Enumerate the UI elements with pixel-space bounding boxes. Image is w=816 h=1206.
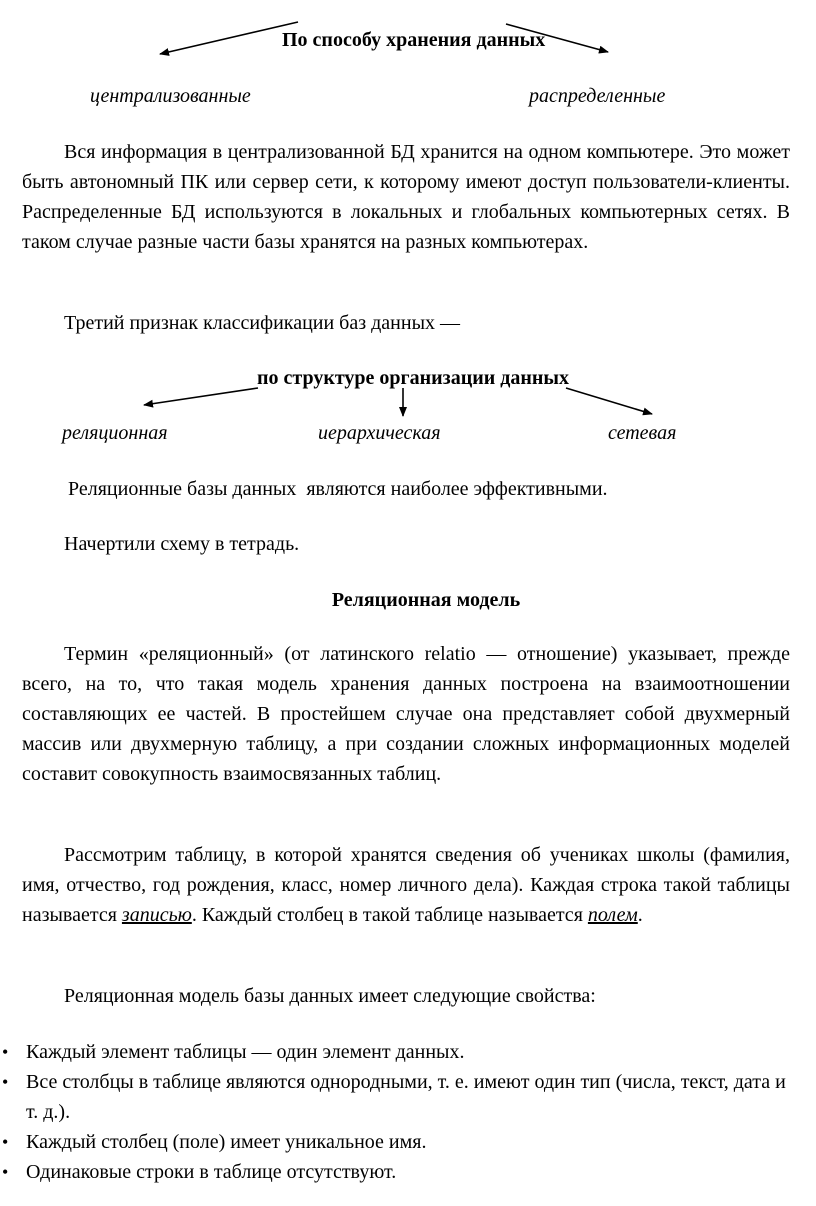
list-item: • Одинаковые строки в таблице отсутствуют.	[0, 1157, 790, 1187]
paragraph-third-criterion: Третий признак классификации баз данных —	[64, 312, 461, 334]
scheme1-right-label: распределенные	[529, 85, 666, 107]
term-record: записью	[121, 904, 192, 926]
arrow-to-relational	[144, 388, 258, 405]
term-field: полем	[587, 904, 638, 926]
arrow-to-centralized	[160, 22, 298, 54]
consider-text-2: . Каждый столбец в такой таблице называется	[191, 904, 588, 926]
arrow-to-network	[566, 388, 652, 414]
paragraph-relational-effective: Реляционные базы данных являются наиболее эффективными.	[68, 478, 608, 500]
consider-text-1: Рассмотрим таблицу, в которой хранятся сведения об учениках школы (фамилия, имя, отчество, год рождения, класс, номер личного дела). Каждая строка такой таблицы называется	[22, 844, 790, 926]
list-item: • Каждый столбец (поле) имеет уникальное имя.	[0, 1127, 790, 1157]
scheme2-title: по структуре организации данных	[257, 367, 570, 389]
scheme2-left-label: реляционная	[62, 422, 168, 444]
list-item: • Все столбцы в таблице являются однородными, т. е. имеют один тип (числа, текст, дата и т. д.).	[0, 1067, 790, 1127]
list-item: • Каждый элемент таблицы — один элемент данных.	[0, 1037, 790, 1067]
scheme2-right-label: сетевая	[608, 422, 677, 444]
paragraph-drew-scheme: Начертили схему в тетрадь.	[64, 533, 300, 555]
section-heading: Реляционная модель	[331, 589, 521, 611]
paragraph-term: Термин «реляционный» (от латинского relatio — отношение) указывает, прежде всего, на то, что такая модель хранения данных построена на взаимоотношении составляющих ее частей. В простейшем случае она представляет собой двухмерный массив или двухмерную таблицу, а при создании сложных информационных моделей составит совокупность взаимосвязанных таблиц.	[22, 643, 790, 785]
scheme2-middle-label: иерархическая	[318, 422, 441, 444]
scheme1-title: По способу хранения данных	[282, 29, 546, 51]
paragraph-consider-table	[22, 840, 790, 930]
scheme1-left-label: централизованные	[90, 85, 251, 107]
consider-text-3: .	[637, 904, 643, 926]
paragraph-storage: Вся информация в централизованной БД хранится на одном компьютере. Это может быть автономный ПК или сервер сети, к которому имеют доступ пользователи-клиенты. Распределенные БД используются в локальных и глобальных компьютерных сетях. В таком случае разные части базы хранятся на разных компьютерах.	[22, 141, 790, 253]
properties-list	[0, 1037, 790, 1187]
paragraph-properties-intro: Реляционная модель базы данных имеет следующие свойства:	[64, 985, 596, 1007]
